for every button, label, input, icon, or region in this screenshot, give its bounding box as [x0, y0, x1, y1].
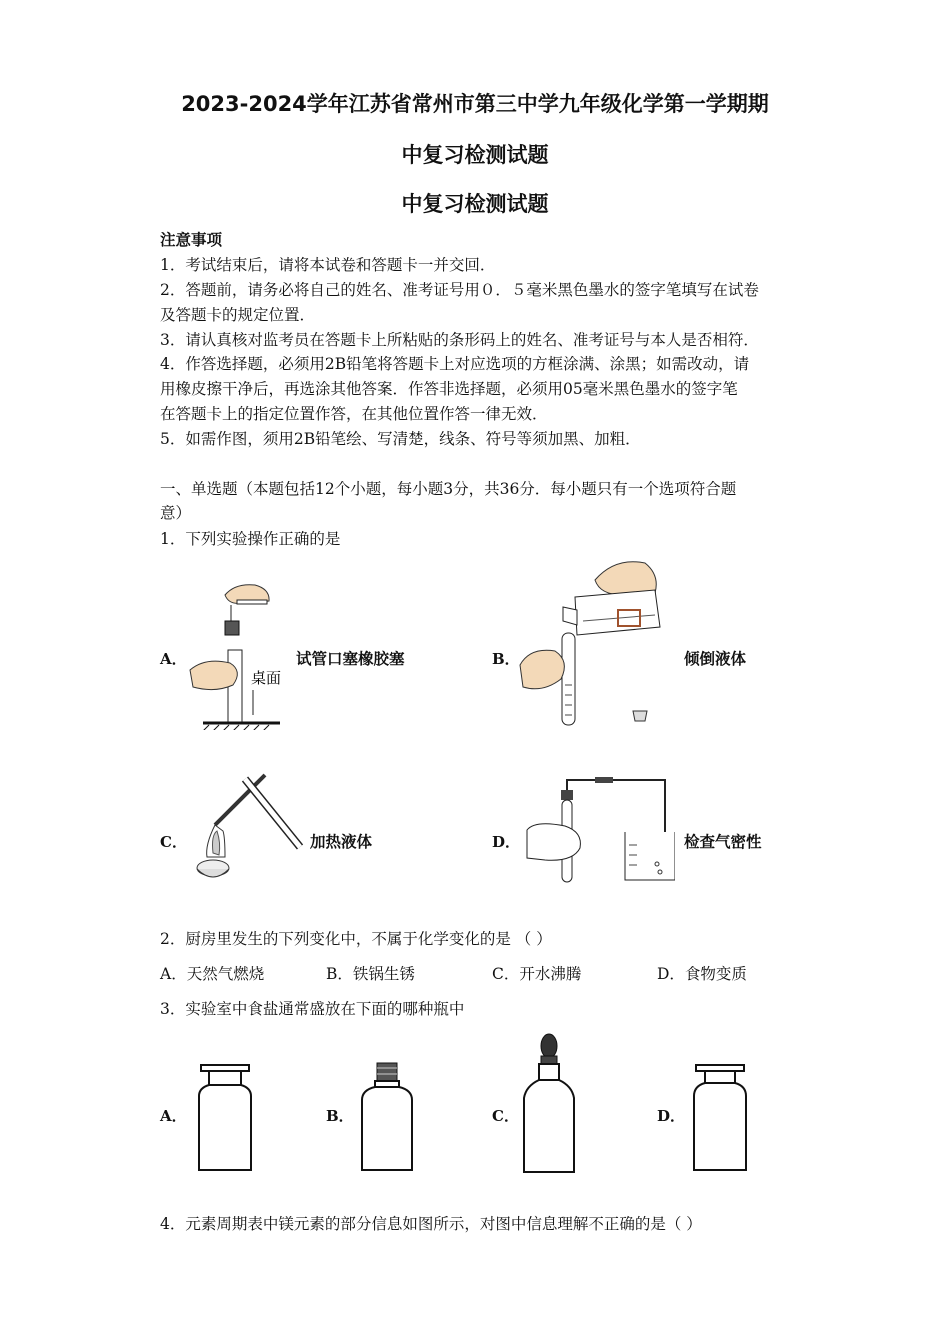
q1-option-a-label: A． — [160, 650, 187, 668]
q1-stem: 1．下列实验操作正确的是 — [160, 530, 341, 548]
notice-line-1: 1．考试结束后，请将本试卷和答题卡一并交回． — [160, 256, 496, 274]
notice-line-3: 及答题卡的规定位置． — [160, 306, 316, 324]
heat-liquid-figure — [185, 765, 305, 885]
notice-line-8: 5．如需作图，须用2B铅笔绘、写清楚，线条、符号等须加黑、加粗． — [160, 430, 641, 448]
airtight-check-figure — [525, 770, 675, 885]
doc-title-line1: 2023-2024学年江苏省常州市第三中学九年级化学第一学期期 — [181, 92, 769, 116]
q4-stem: 4．元素周期表中镁元素的部分信息如图所示，对图中信息理解不正确的是（ ） — [160, 1215, 702, 1233]
q2-stem: 2．厨房里发生的下列变化中，不属于化学变化的是 （ ） — [160, 930, 552, 948]
doc-title-line3: 中复习检测试题 — [401, 192, 549, 216]
wide-mouth-bottle-a — [195, 1062, 255, 1174]
desk-text: 桌面 — [251, 669, 282, 687]
q3-option-a-label: A． — [160, 1107, 187, 1125]
rubber-stopper-figure — [185, 575, 285, 730]
q3-option-d-label: D． — [657, 1107, 686, 1125]
dropper-stopper-bottle-b — [358, 1060, 416, 1174]
q3-option-c-label: C． — [492, 1107, 519, 1125]
notice-line-7: 在答题卡上的指定位置作答，在其他位置作答一律无效． — [160, 405, 548, 423]
dropper-bottle-c — [520, 1032, 578, 1176]
notice-line-5: 4．作答选择题，必须用2B铅笔将答题卡上对应选项的方框涂满、涂黑；如需改动，请 — [160, 355, 750, 373]
q2-option-b: B．铁锅生锈 — [326, 965, 415, 983]
q1-option-d-caption: 检查气密性 — [684, 832, 762, 851]
q1-option-b-label: B． — [492, 650, 520, 668]
notice-line-4: 3．请认真核对监考员在答题卡上所粘贴的条形码上的姓名、准考证号与本人是否相符． — [160, 331, 759, 349]
q2-option-d: D．食物变质 — [657, 965, 747, 983]
section1-heading: 一、单选题（本题包括12个小题，每小题3分，共36分．每小题只有一个选项符合题 — [160, 480, 737, 498]
pour-liquid-figure — [515, 555, 665, 730]
doc-title-line2: 中复习检测试题 — [401, 143, 549, 167]
q2-option-a: A．天然气燃烧 — [160, 965, 265, 983]
q1-option-d-label: D． — [492, 833, 521, 851]
q1-option-a-caption: 试管口塞橡胶塞 — [296, 649, 405, 668]
q2-option-c: C．开水沸腾 — [492, 965, 582, 983]
section1-heading-cont: 意） — [160, 504, 192, 522]
narrow-mouth-bottle-d — [690, 1062, 750, 1174]
q1-option-b-caption: 倾倒液体 — [684, 649, 747, 668]
notice-heading: 注意事项 — [160, 230, 223, 249]
q3-stem: 3．实验室中食盐通常盛放在下面的哪种瓶中 — [160, 1000, 465, 1018]
q1-option-c-label: C． — [160, 833, 187, 851]
q3-option-b-label: B． — [326, 1107, 354, 1125]
notice-line-2: 2．答题前，请务必将自己的姓名、准考证号用０．５毫米黑色墨水的签字笔填写在试卷 — [160, 281, 759, 299]
notice-line-6: 用橡皮擦干净后，再选涂其他答案．作答非选择题，必须用05毫米黑色墨水的签字笔 — [160, 380, 738, 398]
q1-option-c-caption: 加热液体 — [310, 832, 373, 851]
